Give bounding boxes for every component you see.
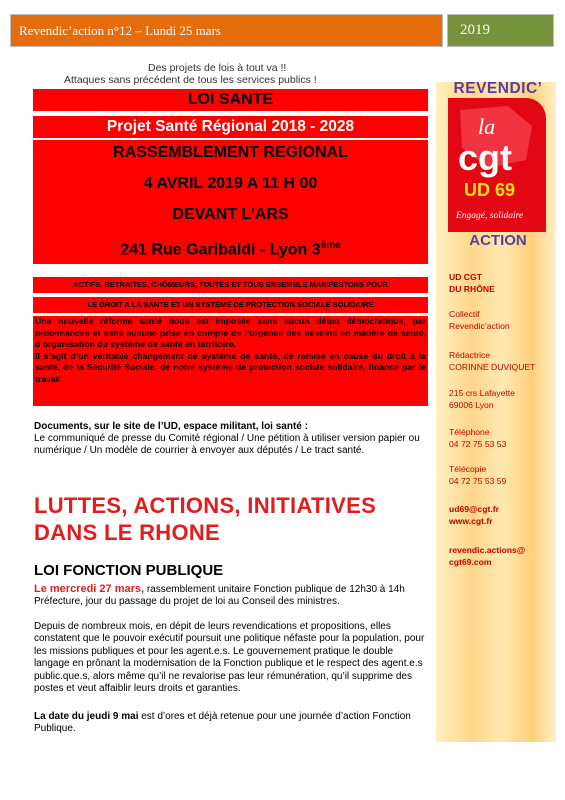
intro-line-1: Des projets de lois à tout va !!: [148, 62, 287, 74]
banner-paragraph-2: Il s’agit d’un véritable changement de système de santé, de remise en cause du droit à la santé, de la Sécurité Sociale, de notre système de protection sociale solidaire, financé par le travail.: [35, 350, 426, 384]
sidebar-redactrice-label: Rédactrice: [449, 350, 491, 360]
brand-action: ACTION: [469, 232, 527, 249]
fonction-paragraph-2: Depuis de nombreux mois, en dépit de leurs revendications et propositions, elles constatent que le pouvoir exécutif poursuit une politique néfaste pour la population, pour les missions publiques et pour les agent.e.s. Le gouvernement pratique le double langage en prônant la modernisation de la Fonction publique et le respect des agent.e.s public.que.s, alors même qu’il ne revalorise pas leur rémunération, qu’il supprime des postes et veut affaiblir leurs droits et garanties.: [34, 621, 425, 695]
sidebar-tel-label: Téléphone: [449, 427, 490, 437]
sidebar-redactrice-name: CORINNE DUVIQUET: [449, 362, 536, 372]
sidebar-fax-label: Télécopie: [449, 464, 487, 474]
fonction-p3-bold: La date du jeudi 9 mai: [34, 711, 139, 722]
banner-address-text: 241 Rue Garibaldi - Lyon 3: [120, 241, 321, 259]
banner-date: 4 AVRIL 2019 A 11 H 00: [143, 175, 318, 192]
banner-paragraph-1: Une nouvelle réforme santé nous est imposée sans aucun débat démocratique, par ordonnances et sans aucune prise en compte de l’urgence des besoins en matière de santé, d’organisation du système de santé en territoire.: [35, 316, 426, 350]
banner-call-line-2: LE DROIT A LA SANTE ET UN SYSTEME DE PROTECTION SOCIALE SOLIDAIRE: [33, 297, 428, 313]
logo-ud: UD 69: [464, 180, 516, 200]
intro-line-2: Attaques sans précédent de tous les services publics !: [64, 74, 317, 86]
fonction-p3-text: est d’ores et déjà retenue pour une journée d’action Fonction Publique.: [34, 711, 411, 735]
banner-loi-sante: LOI SANTE: [33, 89, 428, 111]
header-title-bar: [10, 14, 443, 47]
sidebar-ud-line-2: DU RHÔNE: [449, 284, 495, 294]
luttes-heading: LUTTES, ACTIONS, INITIATIVES DANS LE RHONE: [34, 493, 377, 545]
fonction-paragraph-3: [34, 711, 426, 736]
logo-la: la: [478, 114, 496, 139]
brand-revendic: REVENDIC’: [453, 80, 543, 97]
banner-rassemblement: RASSEMBLEMENT REGIONAL: [113, 144, 348, 161]
sidebar-ud-line-1: UD CGT: [449, 272, 482, 282]
documents-text: Le communiqué de presse du Comité régional / Une pétition à utiliser version papier ou numérique / Un modèle de courrier à envoyer aux députés / Le tract santé.: [34, 433, 420, 457]
header-year-bar: [447, 14, 554, 47]
banner-projet: Projet Santé Régional 2018 - 2028: [33, 116, 428, 138]
banner-address-sup: ème: [320, 240, 341, 251]
logo-slogan: Engagé, solidaire: [456, 211, 524, 221]
fonction-date: Le mercredi 27 mars,: [34, 583, 145, 595]
sidebar-address-1: 215 crs Lafayette: [449, 388, 515, 398]
sidebar-email2-line-2[interactable]: cgt69.com: [449, 557, 492, 567]
fonction-heading: LOI FONCTION PUBLIQUE: [34, 562, 224, 579]
sidebar-email2-line-1[interactable]: revendic.actions@: [449, 545, 526, 555]
fonction-p1-text: rassemblement unitaire Fonction publique de 12h30 à 14h Préfecture, jour du passage du projet de loi au Conseil des ministres.: [34, 584, 405, 608]
sidebar-fax: 04 72 75 53 59: [449, 476, 507, 486]
sidebar-collectif-1: Collectif: [449, 309, 480, 319]
sidebar-tel: 04 72 75 53 53: [449, 439, 507, 449]
banner-rassemblement-box: [33, 140, 428, 264]
documents-title: Documents, sur le site de l’UD, espace militant, loi santé :: [34, 421, 308, 432]
banner-call-line-1: ACTIFS, RETRAITES, CHÔMEURS, TOUTES ET TOUS ENSEMBLE MANIFESTONS POUR: [33, 277, 428, 293]
sidebar-website[interactable]: www.cgt.fr: [449, 516, 493, 526]
banner-address: [33, 236, 428, 259]
cgt-logo-graphic: [448, 98, 546, 232]
header-title: Revendic’action n°12 – Lundi 25 mars: [19, 23, 221, 38]
logo-cgt: cgt: [458, 137, 512, 178]
banner-paragraph-box: [33, 316, 428, 406]
fonction-paragraph-1: [34, 583, 424, 609]
sidebar-email[interactable]: ud69@cgt.fr: [449, 504, 499, 514]
cgt-logo: [448, 98, 546, 232]
banner-devant: DEVANT L’ARS: [172, 206, 289, 223]
sidebar-address-2: 69006 Lyon: [449, 400, 494, 410]
header-year: 2019: [460, 22, 490, 38]
sidebar-collectif-2: Revendic’action: [449, 321, 510, 331]
